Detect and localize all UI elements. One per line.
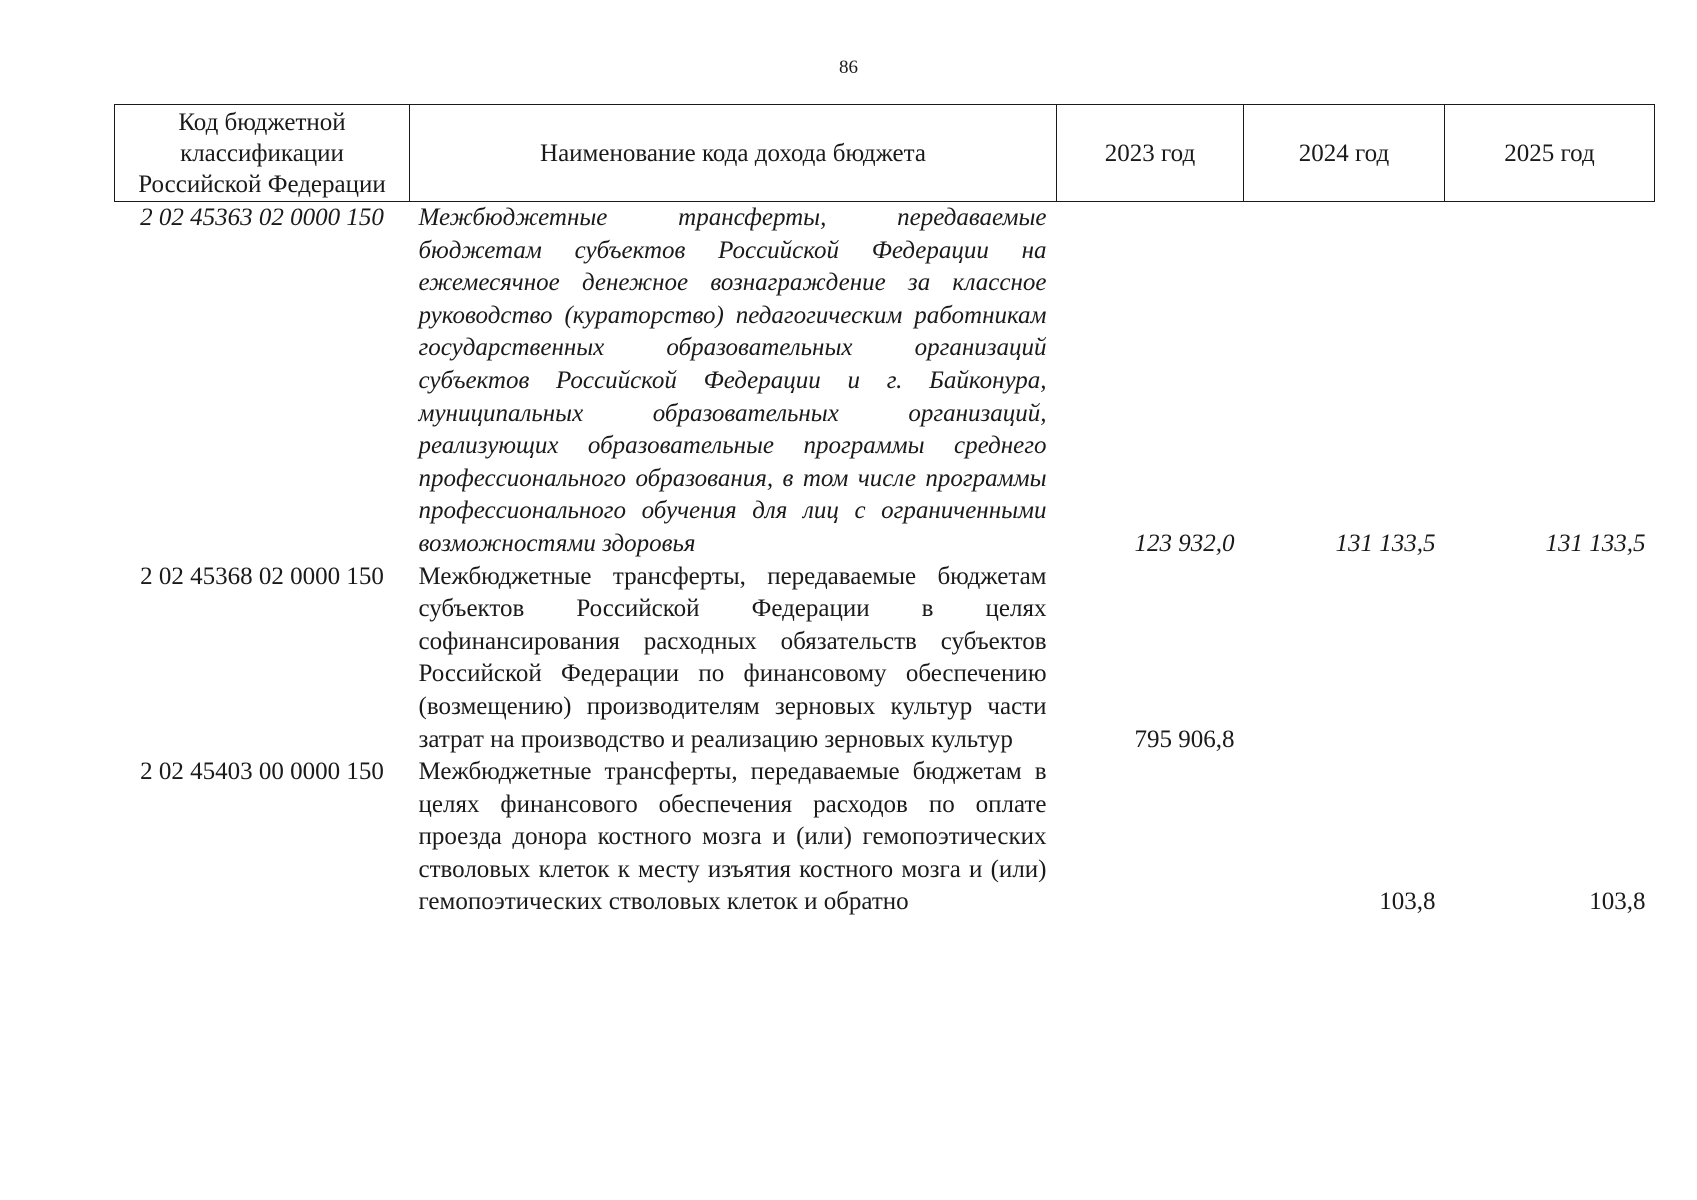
row-amount-2023: 123 932,0 xyxy=(1134,529,1235,557)
row-amount-2024: 131 133,5 xyxy=(1335,529,1436,557)
row-code: 2 02 45368 02 0000 150 xyxy=(140,562,384,590)
row-amount-2024 xyxy=(1244,561,1445,757)
row-amount-2025 xyxy=(1445,561,1655,757)
row-name: Межбюджетные трансферты, передаваемые бюджетам субъектов Российской Федерации на ежемесячное денежное вознаграждение за классное руководство (кураторство) педагогическим работникам государственных образовательных организаций субъектов Российской Федерации и г. Байконура, муниципальных образовательных организаций, реализующих образовательные программы среднего профессионального образования, в том числе программы профессионального обучения для лиц с ограниченными возможностями здоровья xyxy=(418,204,1047,557)
row-amount-2023 xyxy=(1057,756,1244,919)
row-code: 2 02 45363 02 0000 150 xyxy=(140,204,384,231)
row-amount-2023: 795 906,8 xyxy=(1134,725,1235,753)
header-2024: 2024 год xyxy=(1244,105,1445,202)
row-name: Межбюджетные трансферты, передаваемые бюджетам в целях финансового обеспечения расходов по оплате проезда донора костного мозга и (или) гемопоэтических стволовых клеток к месту изъятия костного мозга и (или) гемопоэтических стволовых клеток и обратно xyxy=(418,758,1047,916)
header-name: Наименование кода дохода бюджета xyxy=(410,105,1057,202)
header-2025: 2025 год xyxy=(1445,105,1655,202)
page-number: 86 xyxy=(839,57,858,78)
row-name: Межбюджетные трансферты, передаваемые бюджетам субъектов Российской Федерации в целях софинансирования расходных обязательств субъектов Российской Федерации по финансовому обеспечению (возмещению) производителям зерновых культур части затрат на производство и реализацию зерновых культур xyxy=(418,562,1047,753)
header-2023: 2023 год xyxy=(1057,105,1244,202)
header-code: Код бюджетной классификации Российской Федерации xyxy=(115,105,410,202)
row-code: 2 02 45403 00 0000 150 xyxy=(140,758,384,786)
budget-revenue-table xyxy=(114,104,1655,919)
table-row xyxy=(115,202,1655,561)
row-amount-2025: 131 133,5 xyxy=(1545,529,1646,557)
table-row xyxy=(115,756,1655,919)
row-amount-2025: 103,8 xyxy=(1589,888,1646,916)
table-header-row xyxy=(115,105,1655,202)
table-row xyxy=(115,561,1655,757)
row-amount-2024: 103,8 xyxy=(1379,888,1436,916)
